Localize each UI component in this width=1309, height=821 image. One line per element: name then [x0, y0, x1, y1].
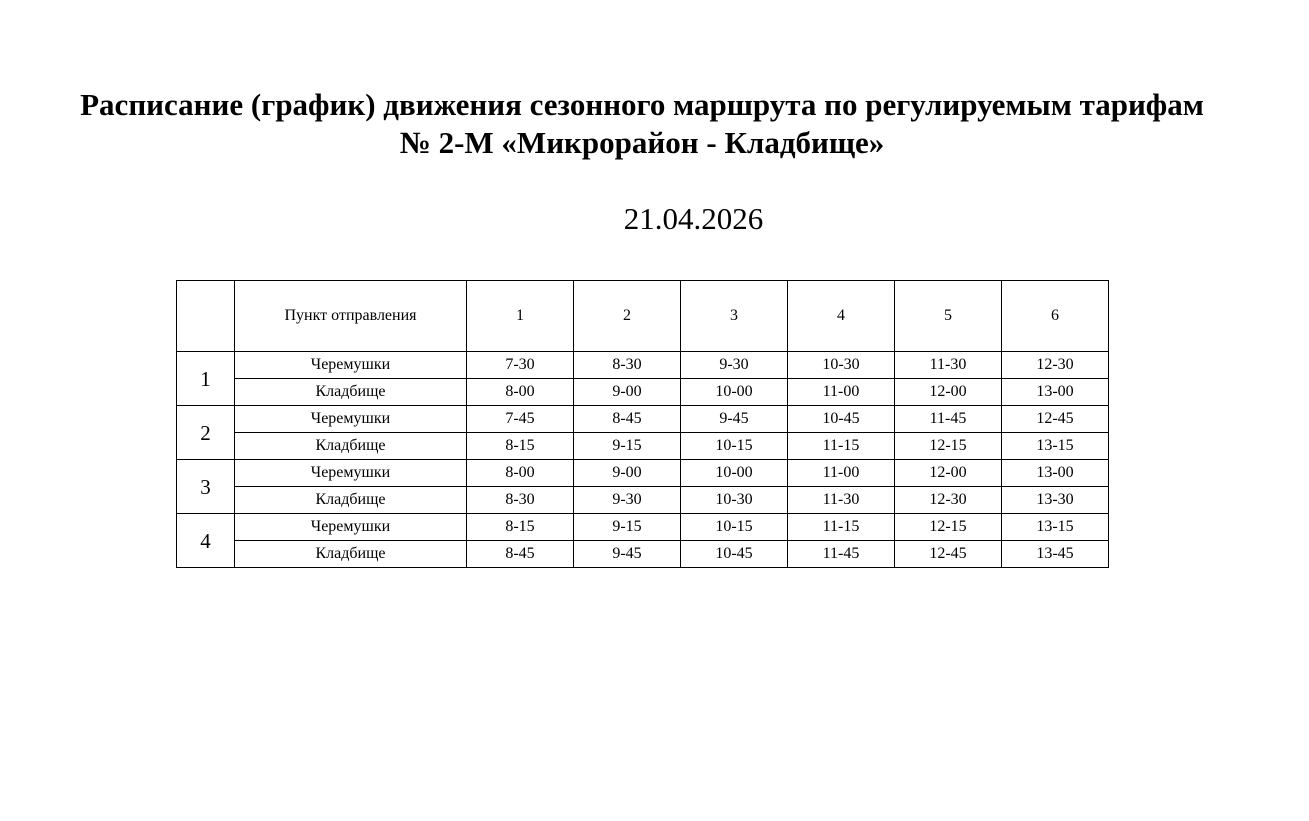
- departure-time-cell: 13-00: [1002, 379, 1109, 406]
- table-row: [177, 487, 1109, 514]
- table-header-row: [177, 281, 1109, 352]
- departure-time-cell: 12-45: [1002, 406, 1109, 433]
- departure-time-cell: 9-15: [574, 514, 681, 541]
- header-corner-cell: [177, 281, 235, 352]
- departure-time-cell: 11-15: [788, 514, 895, 541]
- departure-time-cell: 10-45: [788, 406, 895, 433]
- departure-time-cell: 9-00: [574, 460, 681, 487]
- departure-stop-cell: Кладбище: [235, 433, 467, 460]
- departure-time-cell: 12-15: [895, 514, 1002, 541]
- departure-time-cell: 10-15: [681, 433, 788, 460]
- departure-time-cell: 12-00: [895, 460, 1002, 487]
- departure-time-cell: 10-15: [681, 514, 788, 541]
- departure-stop-cell: Черемушки: [235, 406, 467, 433]
- departure-stop-cell: Черемушки: [235, 514, 467, 541]
- departure-stop-cell: Черемушки: [235, 352, 467, 379]
- departure-time-cell: 12-45: [895, 541, 1002, 568]
- table-row: [177, 352, 1109, 379]
- header-run-cell: 5: [895, 281, 1002, 352]
- header-run-cell: 6: [1002, 281, 1109, 352]
- departure-time-cell: 8-30: [574, 352, 681, 379]
- departure-stop-cell: Кладбище: [235, 541, 467, 568]
- title-line-2: № 2-М «Микрорайон - Кладбище»: [399, 125, 885, 160]
- departure-stop-cell: Кладбище: [235, 487, 467, 514]
- header-run-cell: 2: [574, 281, 681, 352]
- departure-time-cell: 10-00: [681, 460, 788, 487]
- departure-time-cell: 8-15: [467, 514, 574, 541]
- departure-time-cell: 13-45: [1002, 541, 1109, 568]
- table-row: [177, 379, 1109, 406]
- departure-time-cell: 11-00: [788, 460, 895, 487]
- departure-time-cell: 7-30: [467, 352, 574, 379]
- departure-time-cell: 8-00: [467, 460, 574, 487]
- departure-time-cell: 10-30: [681, 487, 788, 514]
- trip-number-cell: 3: [177, 460, 235, 514]
- departure-time-cell: 10-00: [681, 379, 788, 406]
- departure-time-cell: 11-30: [895, 352, 1002, 379]
- departure-time-cell: 9-45: [574, 541, 681, 568]
- departure-time-cell: 9-30: [681, 352, 788, 379]
- table-row: [177, 514, 1109, 541]
- table-row: [177, 460, 1109, 487]
- trip-number-cell: 4: [177, 514, 235, 568]
- header-run-cell: 4: [788, 281, 895, 352]
- departure-time-cell: 11-30: [788, 487, 895, 514]
- table-row: [177, 433, 1109, 460]
- header-departure-cell: Пункт отправления: [235, 281, 467, 352]
- departure-stop-cell: Черемушки: [235, 460, 467, 487]
- departure-time-cell: 11-15: [788, 433, 895, 460]
- departure-time-cell: 9-30: [574, 487, 681, 514]
- departure-time-cell: 8-45: [574, 406, 681, 433]
- departure-time-cell: 10-45: [681, 541, 788, 568]
- departure-time-cell: 8-00: [467, 379, 574, 406]
- departure-time-cell: 13-00: [1002, 460, 1109, 487]
- departure-time-cell: 12-30: [1002, 352, 1109, 379]
- schedule-date: 21.04.2026: [623, 201, 764, 236]
- departure-time-cell: 9-15: [574, 433, 681, 460]
- page-title: [0, 86, 1284, 162]
- departure-time-cell: 7-45: [467, 406, 574, 433]
- departure-time-cell: 11-45: [788, 541, 895, 568]
- departure-time-cell: 8-30: [467, 487, 574, 514]
- table-row: [177, 541, 1109, 568]
- departure-time-cell: 13-15: [1002, 433, 1109, 460]
- departure-time-cell: 11-45: [895, 406, 1002, 433]
- table-row: [177, 406, 1109, 433]
- departure-time-cell: 10-30: [788, 352, 895, 379]
- departure-time-cell: 13-30: [1002, 487, 1109, 514]
- header-run-cell: 3: [681, 281, 788, 352]
- header-run-cell: 1: [467, 281, 574, 352]
- departure-time-cell: 11-00: [788, 379, 895, 406]
- trip-number-cell: 2: [177, 406, 235, 460]
- departure-time-cell: 13-15: [1002, 514, 1109, 541]
- departure-stop-cell: Кладбище: [235, 379, 467, 406]
- title-line-1: Расписание (график) движения сезонного маршрута по регулируемым тарифам: [80, 87, 1204, 122]
- departure-time-cell: 8-45: [467, 541, 574, 568]
- departure-time-cell: 9-45: [681, 406, 788, 433]
- trip-number-cell: 1: [177, 352, 235, 406]
- departure-time-cell: 8-15: [467, 433, 574, 460]
- schedule-table: [176, 280, 1109, 568]
- departure-time-cell: 9-00: [574, 379, 681, 406]
- departure-time-cell: 12-15: [895, 433, 1002, 460]
- departure-time-cell: 12-00: [895, 379, 1002, 406]
- departure-time-cell: 12-30: [895, 487, 1002, 514]
